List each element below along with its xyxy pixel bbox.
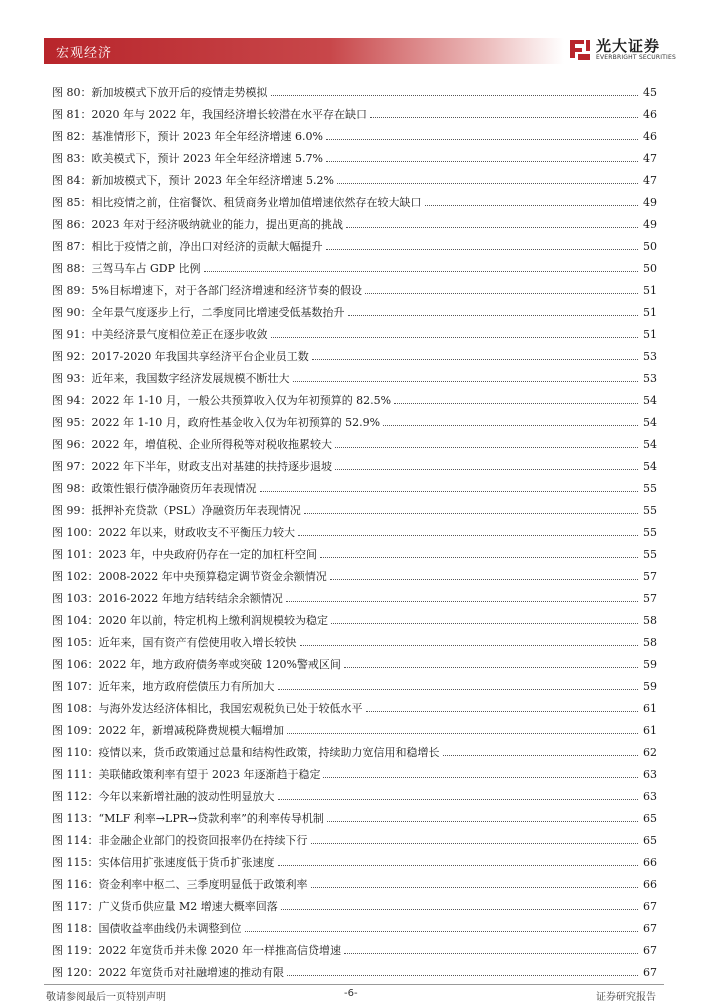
toc-leader-dots [298,534,638,536]
toc-leader-dots [337,182,638,184]
toc-leader-dots [304,512,638,514]
toc-entry-label: 图 112：今年以来新增社融的波动性明显放大 [52,790,275,803]
toc-entry[interactable] [52,561,657,583]
toc-leader-dots [281,908,638,910]
toc-entry[interactable] [52,77,657,99]
toc-entry[interactable] [52,165,657,187]
toc-entry-page: 61 [643,702,657,715]
toc-entry-page: 54 [643,438,657,451]
toc-entry-label: 图 108：与海外发达经济体相比，我国宏观税负已处于较低水平 [52,702,363,715]
logo-name-cn: 光大证券 [596,37,661,55]
toc-entry-page: 58 [643,614,657,627]
header-banner [44,38,564,64]
toc-entry-label: 图 116：资金利率中枢二、三季度明显低于政策利率 [52,878,308,891]
toc-entry[interactable] [52,715,657,737]
toc-entry[interactable] [52,869,657,891]
toc-entry-page: 61 [643,724,657,737]
toc-entry[interactable] [52,781,657,803]
toc-entry-label: 图 82：基准情形下，预计 2023 年全年经济增速 6.0% [52,130,323,143]
toc-entry-page: 66 [643,878,657,891]
toc-leader-dots [344,952,638,954]
toc-entry-label: 图 83：欧美模式下，预计 2023 年全年经济增速 5.7% [52,152,323,165]
toc-entry[interactable] [52,913,657,935]
toc-entry[interactable] [52,275,657,297]
toc-entry-label: 图 88：三驾马车占 GDP 比例 [52,262,201,275]
toc-entry-page: 63 [643,790,657,803]
toc-entry-label: 图 103：2016-2022 年地方结转结余余额情况 [52,592,283,605]
toc-entry[interactable] [52,539,657,561]
toc-leader-dots [245,930,639,932]
toc-entry-label: 图 100：2022 年以来，财政收支不平衡压力较大 [52,526,295,539]
toc-entry[interactable] [52,297,657,319]
toc-entry-page: 59 [643,680,657,693]
toc-entry[interactable] [52,935,657,957]
toc-entry-page: 59 [643,658,657,671]
toc-entry[interactable] [52,451,657,473]
toc-entry-page: 51 [643,284,657,297]
toc-entry[interactable] [52,803,657,825]
toc-entry-label: 图 105：近年来，国有资产有偿使用收入增长较快 [52,636,297,649]
toc-leader-dots [271,336,639,338]
toc-entry-page: 66 [643,856,657,869]
toc-entry-page: 54 [643,460,657,473]
toc-entry[interactable] [52,693,657,715]
toc-entry[interactable] [52,671,657,693]
toc-entry[interactable] [52,891,657,913]
toc-entry[interactable] [52,319,657,341]
toc-entry[interactable] [52,737,657,759]
toc-leader-dots [287,974,638,976]
toc-entry-page: 45 [643,86,657,99]
toc-leader-dots [278,798,639,800]
toc-leader-dots [443,754,639,756]
toc-entry-page: 63 [643,768,657,781]
toc-entry-page: 67 [643,944,657,957]
toc-entry-page: 51 [643,328,657,341]
footer-report-type: 证券研究报告 [596,992,656,1003]
toc-entry-label: 图 114：非金融企业部门的投资回报率仍在持续下行 [52,834,308,847]
toc-leader-dots [320,556,638,558]
toc-entry-label: 图 111：美联储政策利率有望于 2023 年逐渐趋于稳定 [52,768,321,781]
toc-entry[interactable] [52,209,657,231]
toc-entry-page: 55 [643,548,657,561]
toc-leader-dots [293,380,639,382]
toc-entry-page: 65 [643,834,657,847]
toc-entry-page: 58 [643,636,657,649]
toc-entry-page: 46 [643,108,657,121]
toc-entry[interactable] [52,187,657,209]
toc-leader-dots [365,292,638,294]
toc-leader-dots [326,248,639,250]
toc-entry-page: 47 [643,174,657,187]
toc-leader-dots [370,116,638,118]
toc-entry-label: 图 117：广义货币供应量 M2 增速大概率回落 [52,900,278,913]
toc-entry-page: 49 [643,218,657,231]
toc-entry-page: 53 [643,372,657,385]
toc-leader-dots [366,710,639,712]
toc-leader-dots [331,622,638,624]
toc-leader-dots [383,424,638,426]
toc-entry-page: 67 [643,922,657,935]
toc-entry-label: 图 81：2020 年与 2022 年，我国经济增长较潜在水平存在缺口 [52,108,367,121]
toc-entry-label: 图 85：相比疫情之前，住宿餐饮、租赁商务业增加值增速依然存在较大缺口 [52,196,422,209]
toc-entry[interactable] [52,759,657,781]
toc-entry[interactable] [52,473,657,495]
toc-entry[interactable] [52,429,657,451]
toc-entry-label: 图 110：疫情以来，货币政策通过总量和结构性政策，持续助力宽信用和稳增长 [52,746,440,759]
toc-leader-dots [330,578,638,580]
toc-entry[interactable] [52,583,657,605]
toc-entry[interactable] [52,407,657,429]
toc-entry[interactable] [52,847,657,869]
toc-entry-label: 图 120：2022 年宽货币对社融增速的推动有限 [52,966,284,979]
toc-leader-dots [323,776,638,778]
everbright-logo-icon [568,36,592,62]
toc-entry-label: 图 90：全年景气度逐步上行，二季度同比增速受低基数抬升 [52,306,345,319]
toc-entry-page: 54 [643,416,657,429]
toc-entry-label: 图 91：中美经济景气度相位差正在逐步收敛 [52,328,268,341]
toc-entry[interactable] [52,231,657,253]
toc-entry-label: 图 84：新加坡模式下，预计 2023 年全年经济增速 5.2% [52,174,334,187]
toc-entry-label: 图 113：“MLF 利率→LPR→贷款利率”的利率传导机制 [52,812,324,825]
toc-leader-dots [287,732,638,734]
page-number: -6- [344,988,358,999]
toc-entry-page: 50 [643,240,657,253]
logo-name-en: EVERBRIGHT SECURITIES [596,54,676,61]
toc-entry-label: 图 87：相比于疫情之前，净出口对经济的贡献大幅提升 [52,240,323,253]
toc-leader-dots [278,688,639,690]
toc-leader-dots [278,864,639,866]
toc-entry-label: 图 106：2022 年，地方政府债务率或突破 120%警戒区间 [52,658,341,671]
toc-leader-dots [326,138,638,140]
footer-disclaimer: 敬请参阅最后一页特别声明 [46,992,166,1003]
brand-logo [568,34,676,66]
toc-entry[interactable] [52,627,657,649]
toc-leader-dots [204,270,639,272]
toc-entry-page: 54 [643,394,657,407]
toc-leader-dots [335,468,638,470]
toc-entry-label: 图 102：2008-2022 年中央预算稳定调节资金余额情况 [52,570,327,583]
toc-leader-dots [260,490,639,492]
toc-leader-dots [286,600,638,602]
toc-entry-page: 50 [643,262,657,275]
toc-entry-label: 图 97：2022 年下半年，财政支出对基建的扶持逐步退坡 [52,460,332,473]
toc-entry-label: 图 98：政策性银行债净融资历年表现情况 [52,482,257,495]
toc-entry-page: 55 [643,482,657,495]
toc-entry[interactable] [52,605,657,627]
toc-leader-dots [425,204,639,206]
toc-entry[interactable] [52,957,657,979]
toc-entry-label: 图 118：国债收益率曲线仍未调整到位 [52,922,242,935]
toc-entry-label: 图 115：实体信用扩张速度低于货币扩张速度 [52,856,275,869]
toc-leader-dots [311,886,639,888]
toc-entry-label: 图 92：2017-2020 年我国共享经济平台企业员工数 [52,350,309,363]
toc-entry[interactable] [52,99,657,121]
toc-entry[interactable] [52,517,657,539]
toc-entry[interactable] [52,121,657,143]
toc-leader-dots [344,666,638,668]
toc-entry-page: 67 [643,900,657,913]
toc-entry-label: 图 80：新加坡模式下放开后的疫情走势模拟 [52,86,268,99]
toc-leader-dots [312,358,638,360]
toc-entry-label: 图 109：2022 年，新增减税降费规模大幅增加 [52,724,284,737]
toc-entry[interactable] [52,649,657,671]
toc-entry-page: 62 [643,746,657,759]
toc-entry[interactable] [52,341,657,363]
section-title: 宏观经济 [56,46,113,61]
toc-entry-page: 47 [643,152,657,165]
toc-entry-label: 图 104：2020 年以前，特定机构上缴利润规模较为稳定 [52,614,328,627]
toc-entry-page: 55 [643,526,657,539]
footer-divider [44,984,664,985]
toc-leader-dots [311,842,639,844]
toc-leader-dots [300,644,639,646]
toc-entry-label: 图 95：2022 年 1-10 月，政府性基金收入仅为年初预算的 52.9% [52,416,381,429]
toc-entry-page: 53 [643,350,657,363]
toc-entry[interactable] [52,825,657,847]
toc-entry-label: 图 89：5%目标增速下，对于各部门经济增速和经济节奏的假设 [52,284,362,297]
toc-entry-page: 67 [643,966,657,979]
toc-entry-page: 55 [643,504,657,517]
toc-leader-dots [271,94,639,96]
toc-entry-page: 65 [643,812,657,825]
toc-leader-dots [348,314,639,316]
toc-entry-page: 49 [643,196,657,209]
toc-entry[interactable] [52,253,657,275]
toc-entry-label: 图 101：2023 年，中央政府仍存在一定的加杠杆空间 [52,548,317,561]
toc-leader-dots [327,820,638,822]
toc-leader-dots [335,446,638,448]
toc-entry-label: 图 99：抵押补充贷款（PSL）净融资历年表现情况 [52,504,301,517]
table-of-figures [52,77,657,979]
toc-entry-page: 46 [643,130,657,143]
toc-entry-label: 图 86：2023 年对于经济吸纳就业的能力，提出更高的挑战 [52,218,343,231]
toc-entry-label: 图 119：2022 年宽货币并未像 2020 年一样推高信贷增速 [52,944,341,957]
toc-entry-label: 图 96：2022 年，增值税、企业所得税等对税收拖累较大 [52,438,332,451]
toc-entry-page: 51 [643,306,657,319]
toc-entry[interactable] [52,385,657,407]
toc-leader-dots [326,160,638,162]
toc-entry[interactable] [52,363,657,385]
toc-entry-page: 57 [643,570,657,583]
toc-entry[interactable] [52,495,657,517]
toc-entry-label: 图 94：2022 年 1-10 月，一般公共预算收入仅为年初预算的 82.5% [52,394,392,407]
toc-entry-label: 图 107：近年来，地方政府偿债压力有所加大 [52,680,275,693]
toc-leader-dots [346,226,638,228]
toc-entry-page: 57 [643,592,657,605]
toc-leader-dots [394,402,638,404]
toc-entry[interactable] [52,143,657,165]
toc-entry-label: 图 93：近年来，我国数字经济发展规模不断壮大 [52,372,290,385]
